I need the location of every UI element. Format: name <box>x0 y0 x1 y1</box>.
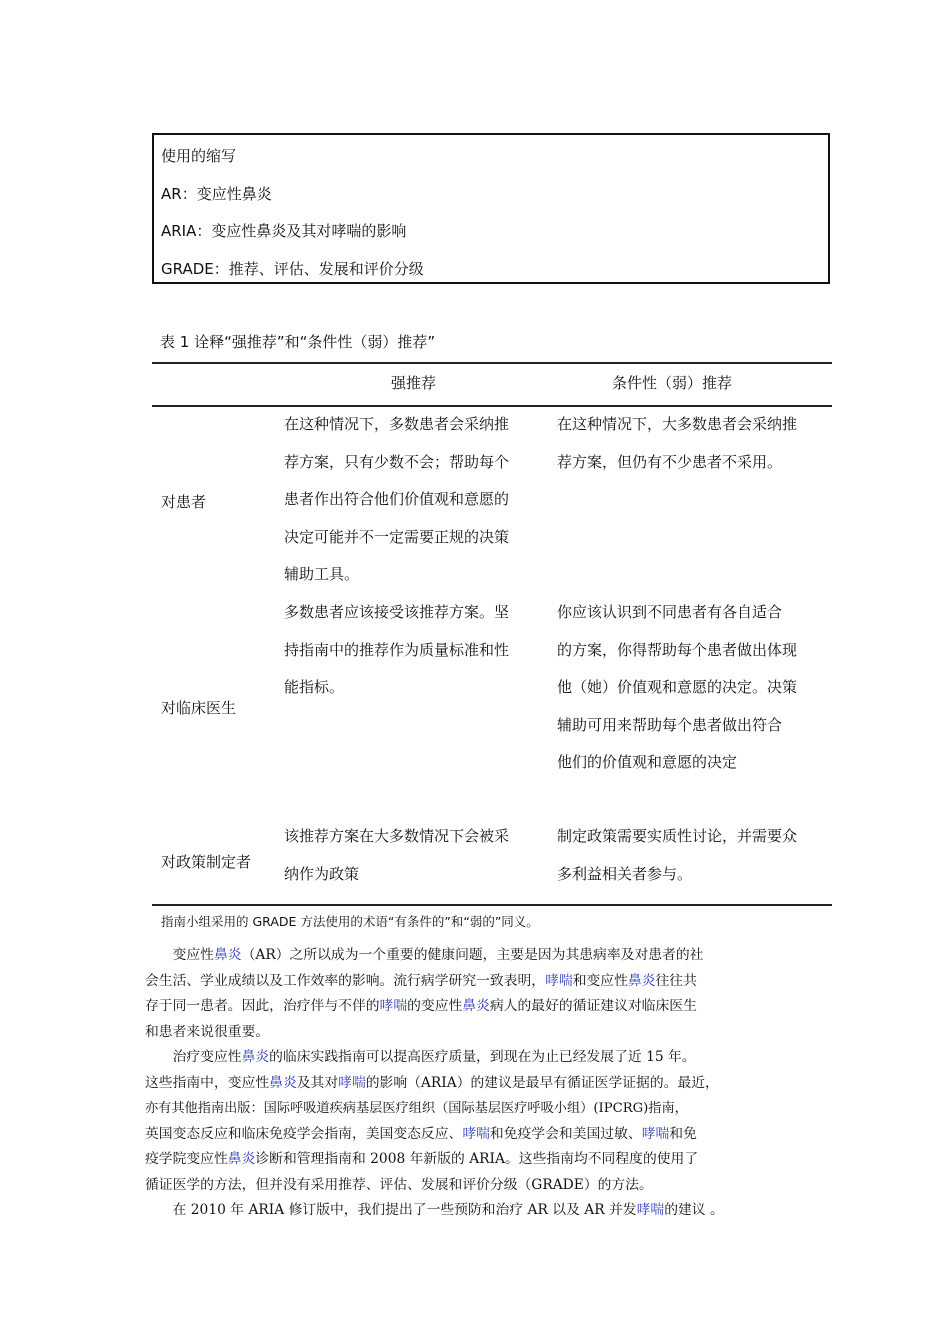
keyword-link[interactable]: 鼻炎 <box>462 998 490 1014</box>
keyword-link[interactable]: 鼻炎 <box>241 1049 270 1065</box>
cell-clinicians-weak: 你应该认识到不同患者有各自适合 的方案，你得帮助每个患者做出体现 他（她）价值观和意愿的决定。决策 辅助可用来帮助每个患者做出符合 他们的价值观和意愿的决定 <box>557 603 798 771</box>
body-line: 这些指南中，变应性鼻炎及其对哮喘的影响（ARIA）的建议是最早有循证医学证据的。最近， <box>145 1074 719 1091</box>
keyword-link[interactable]: 哮喘 <box>379 998 408 1014</box>
body-line: 变应性鼻炎（AR）之所以成为一个重要的健康问题，主要是因为其患病率及对患者的社 <box>145 947 704 963</box>
keyword-link[interactable]: 哮喘 <box>338 1074 366 1091</box>
cell-policy-weak: 制定政策需要实质性讨论，并需要众 多利益相关者参与。 <box>557 827 798 883</box>
abbreviation-item-ar: AR：变应性鼻炎 <box>161 184 272 203</box>
keyword-link[interactable]: 哮喘 <box>636 1202 665 1218</box>
abbreviations-title: 使用的缩写 <box>161 147 237 165</box>
keyword-link[interactable]: 哮喘 <box>545 972 573 989</box>
abbreviations-box <box>152 133 830 284</box>
keyword-link[interactable]: 哮喘 <box>462 1125 490 1142</box>
body-line: 存于同一患者。因此，治疗伴与不伴的哮喘的变应性鼻炎病人的最好的循证建议对临床医生 <box>145 998 697 1014</box>
keyword-link[interactable]: 鼻炎 <box>213 947 242 963</box>
keyword-link[interactable]: 鼻炎 <box>269 1074 297 1091</box>
keyword-link[interactable]: 鼻炎 <box>627 972 656 989</box>
body-line: 循证医学的方法，但并没有采用推荐、评估、发展和评价分级（GRADE）的方法。 <box>145 1176 653 1193</box>
table-note: 指南小组采用的 GRADE 方法使用的术语“有条件的”和“弱的”同义。 <box>161 914 539 929</box>
table-bottom-rule <box>152 904 832 906</box>
cell-patients-strong: 在这种情况下，多数患者会采纳推 荐方案，只有少数不会；帮助每个 患者作出符合他们价值观和意愿的 决定可能并不一定需要正规的决策 辅助工具。 <box>284 406 552 594</box>
body-line: 在 2010 年 ARIA 修订版中，我们提出了一些预防和治疗 AR 以及 AR 并发哮喘的建议 。 <box>145 1202 724 1218</box>
row-label-policy-makers: 对政策制定者 <box>161 853 252 871</box>
cell-clinicians-strong: 多数患者应该接受该推荐方案。坚 持指南中的推荐作为质量标准和性 能指标。 <box>284 603 510 696</box>
cell-line: 患者作出符合他们价值观和意愿的 <box>284 490 510 508</box>
body-line: 治疗变应性鼻炎的临床实践指南可以提高医疗质量，到现在为止已经发展了近 15 年。 <box>145 1049 696 1065</box>
body-line: 会生活、学业成绩以及工作效率的影响。流行病学研究一致表明，哮喘和变应性鼻炎往往共 <box>145 972 697 989</box>
table-caption: 表 1 诠释“强推荐”和“条件性（弱）推荐” <box>160 333 436 351</box>
body-line: 疫学院变应性鼻炎诊断和管理指南和 2008 年新版的 ARIA。这些指南均不同程度的使用了 <box>145 1151 699 1167</box>
keyword-link[interactable]: 哮喘 <box>641 1125 670 1142</box>
body-line: 和患者来说很重要。 <box>145 1023 270 1040</box>
row-label-patients: 对患者 <box>161 493 207 511</box>
cell-policy-strong: 该推荐方案在大多数情况下会被采 纳作为政策 <box>284 827 510 883</box>
cell-patients-weak: 在这种情况下，大多数患者会采纳推 荐方案，但仍有不少患者不采用。 <box>557 415 798 471</box>
abbreviation-item-grade: GRADE：推荐、评估、发展和评价分级 <box>161 259 424 278</box>
row-label-clinicians: 对临床医生 <box>161 699 237 717</box>
body-line: 亦有其他指南出版：国际呼吸道疾病基层医疗组织（国际基层医疗呼吸小组）(IPCRG)指南， <box>145 1101 688 1116</box>
abbreviation-item-aria: ARIA：变应性鼻炎及其对哮喘的影响 <box>161 222 407 240</box>
table-top-rule <box>152 362 832 364</box>
body-text <box>145 943 825 1224</box>
column-header-weak: 条件性（弱）推荐 <box>612 374 733 392</box>
column-header-strong: 强推荐 <box>391 374 437 392</box>
keyword-link[interactable]: 鼻炎 <box>227 1151 256 1167</box>
body-line: 英国变态反应和临床免疫学会指南，美国变态反应、哮喘和免疫学会和美国过敏、哮喘和免 <box>145 1125 697 1142</box>
